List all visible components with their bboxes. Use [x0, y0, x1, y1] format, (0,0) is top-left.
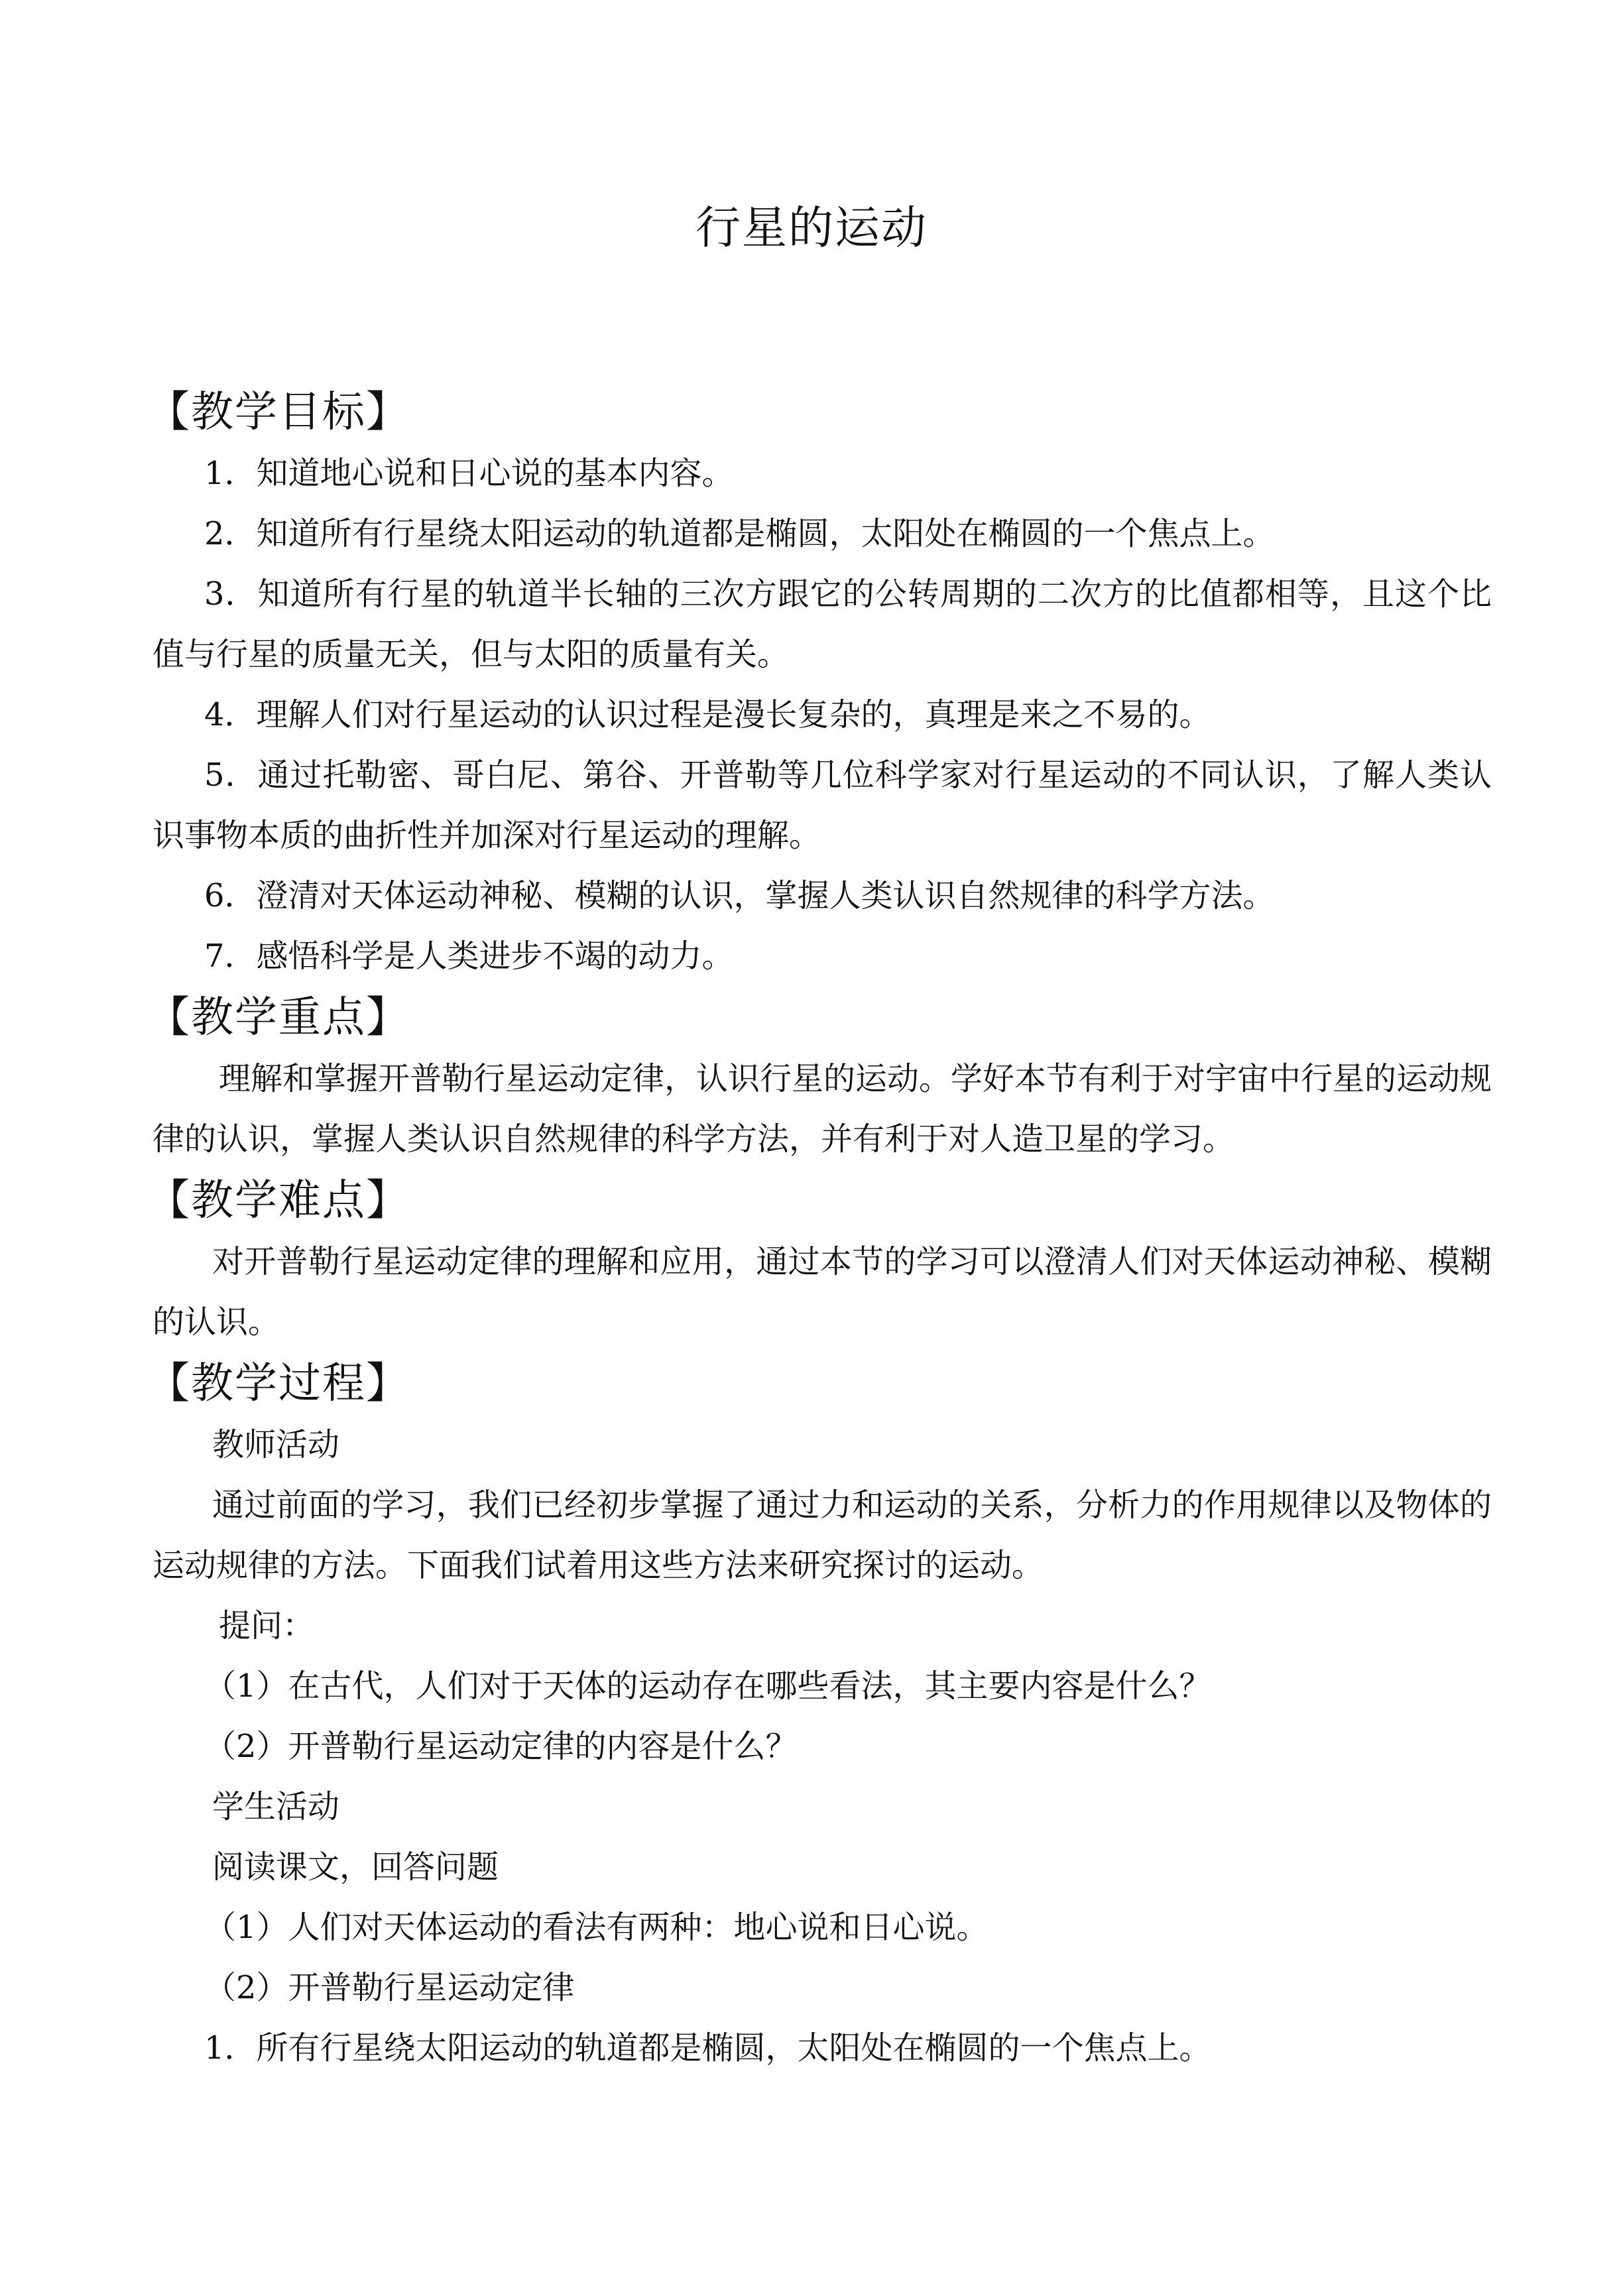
goal-item: 7．感悟科学是人类进步不竭的动力。: [204, 937, 734, 975]
goal-item: 6．澄清对天体运动神秘、模糊的认识，掌握人类认识自然规律的科学方法。: [204, 877, 1275, 914]
section-heading-difficulties: 【教学难点】: [147, 1176, 410, 1225]
question-label: 提问：: [219, 1607, 315, 1644]
answer-item: （1）人们对天体运动的看法有两种：地心说和日心说。: [204, 1909, 989, 1946]
goal-item: 5．通过托勒密、哥白尼、第谷、开普勒等几位科学家对行星运动的不同认识，了解人类认识事物本质的曲折性并加深对行星运动的理解。: [152, 756, 1492, 854]
goal-item: 2．知道所有行星绕太阳运动的轨道都是椭圆，太阳处在椭圆的一个焦点上。: [204, 515, 1275, 552]
goal-item: 1．知道地心说和日心说的基本内容。: [204, 455, 734, 492]
section-heading-process: 【教学过程】: [147, 1359, 410, 1408]
student-activity-label: 学生活动: [212, 1788, 340, 1825]
document-body: [147, 381, 1492, 2079]
question-item: （2）开普勒行星运动定律的内容是什么？: [204, 1728, 798, 1765]
question-item: （1）在古代，人们对于天体的运动存在哪些看法，其主要内容是什么？: [204, 1667, 1211, 1705]
difficulties-text: 对开普勒行星运动定律的理解和应用，通过本节的学习可以澄清人们对天体运动神秘、模糊的认识。: [152, 1243, 1492, 1341]
goal-item: 3．知道所有行星的轨道半长轴的三次方跟它的公转周期的二次方的比值都相等，且这个比值与行星的质量无关，但与太阳的质量有关。: [152, 575, 1492, 673]
student-activity-intro: 阅读课文，回答问题: [212, 1848, 499, 1886]
goal-item: 4．理解人们对行星运动的认识过程是漫长复杂的，真理是来之不易的。: [204, 696, 1211, 733]
section-heading-goals: 【教学目标】: [147, 388, 410, 437]
law-item: 1．所有行星绕太阳运动的轨道都是椭圆，太阳处在椭圆的一个焦点上。: [204, 2029, 1211, 2067]
document-title: 行星的运动: [695, 202, 928, 255]
teacher-activity-text: 通过前面的学习，我们已经初步掌握了通过力和运动的关系，分析力的作用规律以及物体的运动规律的方法。下面我们试着用这些方法来研究探讨的运动。: [152, 1486, 1492, 1584]
key-points-text: 理解和掌握开普勒行星运动定律，认识行星的运动。学好本节有利于对宇宙中行星的运动规律的认识，掌握人类认识自然规律的科学方法，并有利于对人造卫星的学习。: [152, 1060, 1492, 1158]
answer-item: （2）开普勒行星运动定律: [204, 1969, 575, 2006]
teacher-activity-label: 教师活动: [212, 1426, 340, 1463]
section-heading-key-points: 【教学重点】: [147, 993, 410, 1042]
